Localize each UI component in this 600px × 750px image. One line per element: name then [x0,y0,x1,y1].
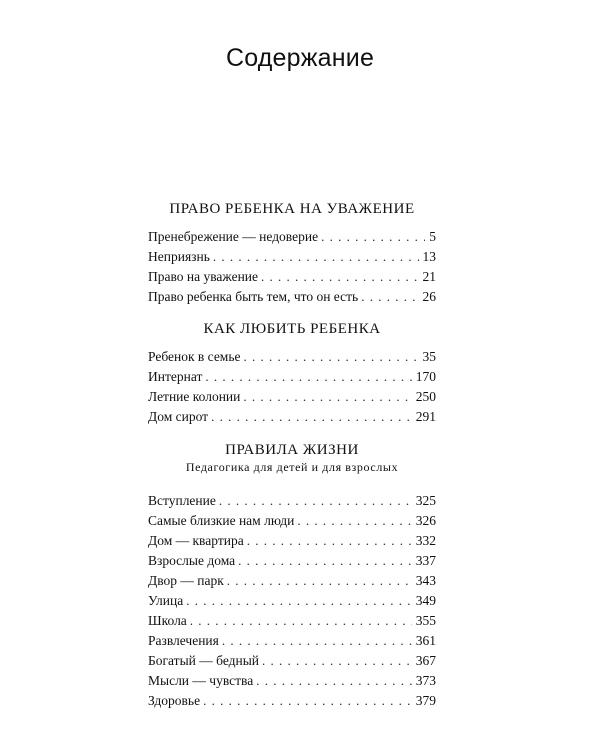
toc-entry-title: Ребенок в семье [148,349,241,364]
dot-leader [261,267,418,287]
toc-page-number: 332 [415,533,436,548]
toc-entry-title: Право ребенка быть тем, что он есть [148,289,359,304]
dot-leader [361,287,418,307]
toc-page-number: 361 [415,633,436,648]
dot-leader [219,491,412,511]
toc-entry-title: Двор — парк [148,573,224,588]
dot-leader [256,671,412,691]
toc-entry-title: Развлечения [148,633,219,648]
toc-page-number: 291 [415,409,436,424]
dot-leader [190,611,412,631]
toc-entry-title: Улица [148,593,184,608]
toc-page-number: 343 [415,573,436,588]
dot-leader [321,227,425,247]
dot-leader [186,591,412,611]
dot-leader [205,367,411,387]
toc-entry[interactable] [148,531,436,551]
toc-entry[interactable] [148,227,436,247]
toc-list [148,347,436,427]
toc-entry-title: Богатый — бедный [148,653,260,668]
toc-entry-title: Летние колонии [148,389,241,404]
dot-leader [244,347,419,367]
toc-page-number: 355 [415,613,436,628]
toc-entry-title: Мысли — чувства [148,673,254,688]
toc-entry[interactable] [148,491,436,511]
section-heading: ПРАВО РЕБЕНКА НА УВАЖЕНИЕ [169,201,415,217]
dot-leader [247,531,412,551]
toc-entry-title: Дом — квартира [148,533,244,548]
toc-entry[interactable] [148,367,436,387]
section-heading: ПРАВИЛА ЖИЗНИ [225,442,359,458]
toc-entry[interactable] [148,511,436,531]
toc-entry[interactable] [148,591,436,611]
toc-list [148,227,436,307]
toc-page-number: 170 [415,369,436,384]
toc-entry[interactable] [148,631,436,651]
toc-page-number: 326 [415,513,436,528]
toc-entry[interactable] [148,651,436,671]
toc-page-number: 349 [415,593,436,608]
toc-entry[interactable] [148,287,436,307]
dot-leader [297,511,411,531]
toc-page-number: 337 [415,553,436,568]
toc-page-number: 379 [415,693,436,708]
toc-entry[interactable] [148,347,436,367]
toc-section-2 [148,320,436,427]
page-title: Содержание [225,44,375,72]
toc-page-number: 13 [422,249,436,264]
toc-entry[interactable] [148,671,436,691]
dot-leader [238,551,412,571]
toc-entry-title: Взрослые дома [148,553,236,568]
dot-leader [222,631,412,651]
toc-page-number: 35 [422,349,436,364]
toc-list [148,491,436,711]
toc-page-number: 250 [415,389,436,404]
toc-entry-title: Школа [148,613,187,628]
toc-entry[interactable] [148,407,436,427]
toc-entry[interactable] [148,571,436,591]
toc-entry-title: Здоровье [148,693,201,708]
toc-entry-title: Дом сирот [148,409,209,424]
dot-leader [213,247,419,267]
dot-leader [262,651,412,671]
toc-entry-title: Неприязнь [148,249,210,264]
toc-entry-title: Интернат [148,369,203,384]
toc-entry-title: Пренебрежение — недоверие [148,229,319,244]
toc-entry[interactable] [148,691,436,711]
toc-section-1 [148,200,436,307]
toc-page-number: 5 [429,229,436,244]
dot-leader [227,571,412,591]
dot-leader [211,407,412,427]
toc-entry[interactable] [148,387,436,407]
dot-leader [203,691,412,711]
section-heading: КАК ЛЮБИТЬ РЕБЕНКА [203,321,381,337]
toc-section-3 [148,441,436,711]
toc-entry[interactable] [148,611,436,631]
toc-entry[interactable] [148,551,436,571]
toc-entry-title: Право на уважение [148,269,259,284]
toc-page-number: 373 [415,673,436,688]
toc-entry[interactable] [148,267,436,287]
toc-page-number: 21 [422,269,436,284]
toc-page-number: 26 [422,289,436,304]
section-subheading: Педагогика для детей и для взрослых [185,460,399,474]
toc-entry-title: Самые близкие нам люди [148,513,295,528]
toc-page-number: 367 [415,653,436,668]
toc-entry-title: Вступление [148,493,216,508]
dot-leader [243,387,411,407]
toc-page-number: 325 [415,493,436,508]
toc-entry[interactable] [148,247,436,267]
